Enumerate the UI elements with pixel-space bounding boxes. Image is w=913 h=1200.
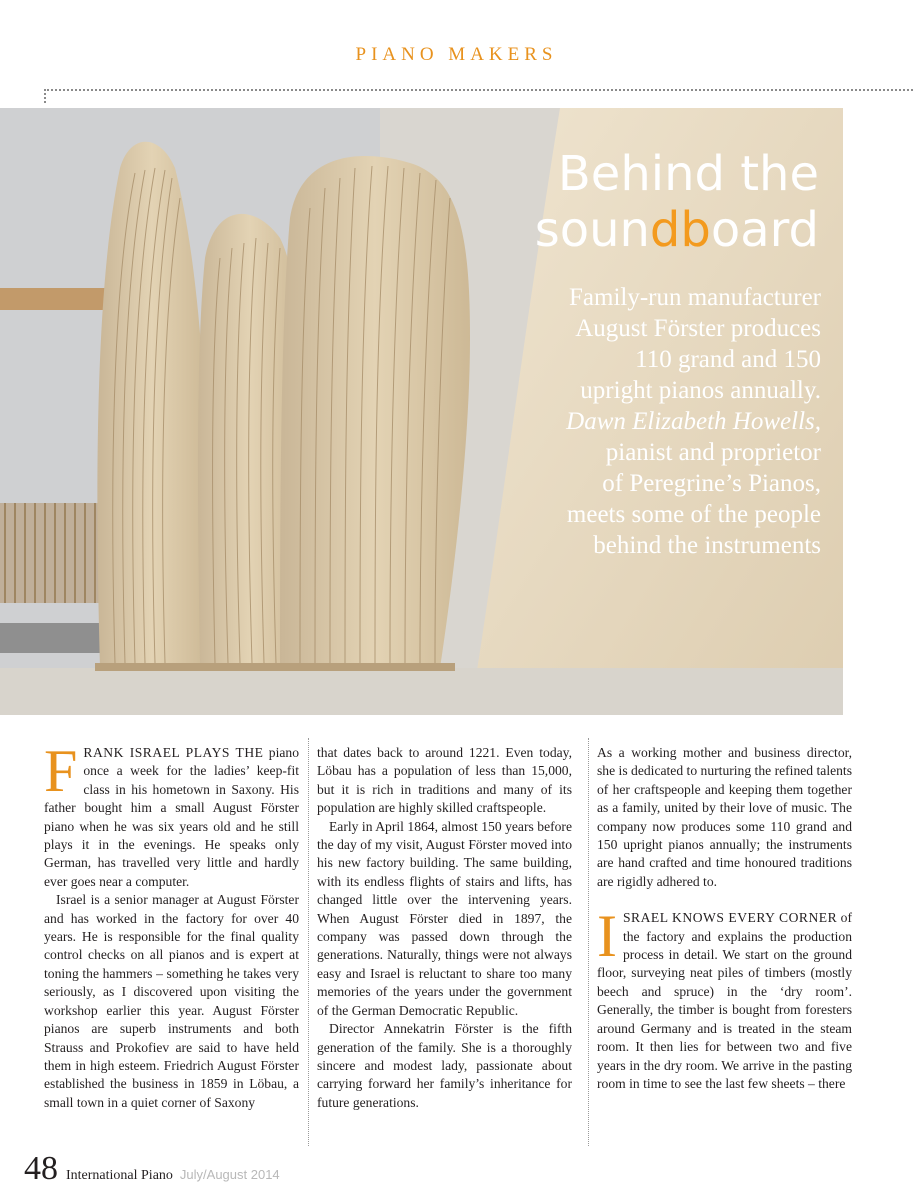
lead-in: SRAEL KNOWS EVERY CORNER	[622, 910, 838, 926]
issue-date: July/August 2014	[179, 1167, 280, 1182]
title-accent: db	[649, 202, 711, 258]
title-line-2	[535, 202, 819, 258]
author-byline: Dawn Elizabeth Howells,	[566, 408, 821, 435]
article-title	[535, 146, 819, 258]
paragraph: that dates back to around 1221. Even today, Löbau has a population of less than 15,000, but it is rich in traditions and many of its population are highly skilled craftspeople.	[317, 745, 572, 816]
lead-in: RANK ISRAEL PLAYS THE	[83, 745, 264, 760]
header-rule-corner	[44, 89, 46, 103]
standfirst	[481, 282, 821, 561]
standfirst-line: Family-run manufacturer	[569, 284, 821, 311]
paragraph	[44, 738, 299, 891]
paragraph-text: of the factory and explains the production process in detail. We start on the ground floor, surveying neat piles of timbers (mostly beech and spruce) in the ‘dry room’. Generally, the timber is bought from foresters around Germany and is treated in the steam room. It then lies for between two and five years in the dry room. We arrive in the pasting room in time to see the last few sheets – there	[597, 910, 852, 1091]
title-line-1: Behind the	[557, 146, 819, 202]
standfirst-line: of Peregrine’s Pianos,	[602, 470, 821, 497]
standfirst-line: 110 grand and 150	[635, 346, 821, 373]
paragraph: Director Annekatrin Förster is the fifth generation of the family. She is a thoroughly sincere and modest lady, passionate about carrying forward her family’s inheritance for future generations.	[317, 1021, 572, 1110]
standfirst-line: pianist and proprietor	[605, 439, 821, 466]
article-column-1	[44, 738, 299, 1112]
column-divider	[308, 738, 309, 1146]
hero-photo	[0, 108, 843, 715]
page-footer	[24, 1150, 280, 1188]
standfirst-line: meets some of the people	[566, 501, 821, 528]
paragraph-gap	[597, 891, 852, 909]
paragraph	[597, 903, 852, 1093]
title-part: soun	[534, 202, 650, 258]
article-column-3	[597, 744, 852, 1093]
page-number: 48	[24, 1150, 58, 1187]
magazine-name: International Piano	[66, 1168, 173, 1183]
article-column-2	[317, 744, 572, 1112]
paragraph: Israel is a senior manager at August Förster and has worked in the factory for over 40 years. He is responsible for the final quality control checks on all pianos and is expert at toning the hammers – something he takes very seriously, as I discovered upon visiting the workshop earlier this year. August Förster pianos are superb instruments and both Strauss and Prokofiev are said to have held them in high esteem. Friedrich August Förster established the business in 1859 in Löbau, a small town in a quiet corner of Saxony	[44, 892, 299, 1110]
standfirst-line: upright pianos annually.	[580, 377, 821, 404]
drop-cap: I	[597, 903, 617, 970]
paragraph: Early in April 1864, almost 150 years before the day of my visit, August Förster moved into his new factory building. The same building, with its endless flights of stairs and lifts, has changed little over the intervening years. When August Förster died in 1897, the company was passed down through the generations. Naturally, things were not always easy and Israel is reluctant to share too many memories of the years under the government of the German Democratic Republic.	[317, 818, 572, 1018]
standfirst-line: August Förster produces	[575, 315, 821, 342]
standfirst-line: behind the instruments	[593, 532, 821, 559]
header-rule	[44, 89, 913, 91]
section-label: PIANO MAKERS	[355, 44, 558, 65]
drop-cap: F	[44, 738, 78, 804]
paragraph: As a working mother and business director, she is dedicated to nurturing the refined talents of her craftspeople and keeping them together as a family, united by their love of music. The company now produces some 110 grand and 150 upright pianos annually; the instruments are hand crafted and time honoured traditions are rigidly adhered to.	[597, 745, 852, 889]
title-part: oard	[710, 202, 819, 258]
column-divider	[588, 738, 589, 1146]
paragraph-text: piano once a week for the ladies’ keep-fit class in his hometown in Saxony. His father bought him a small August Förster piano when he was six years old and he still plays it in the evenings. He speaks only German, has travelled very little and hardly ever goes near a computer.	[44, 745, 299, 889]
